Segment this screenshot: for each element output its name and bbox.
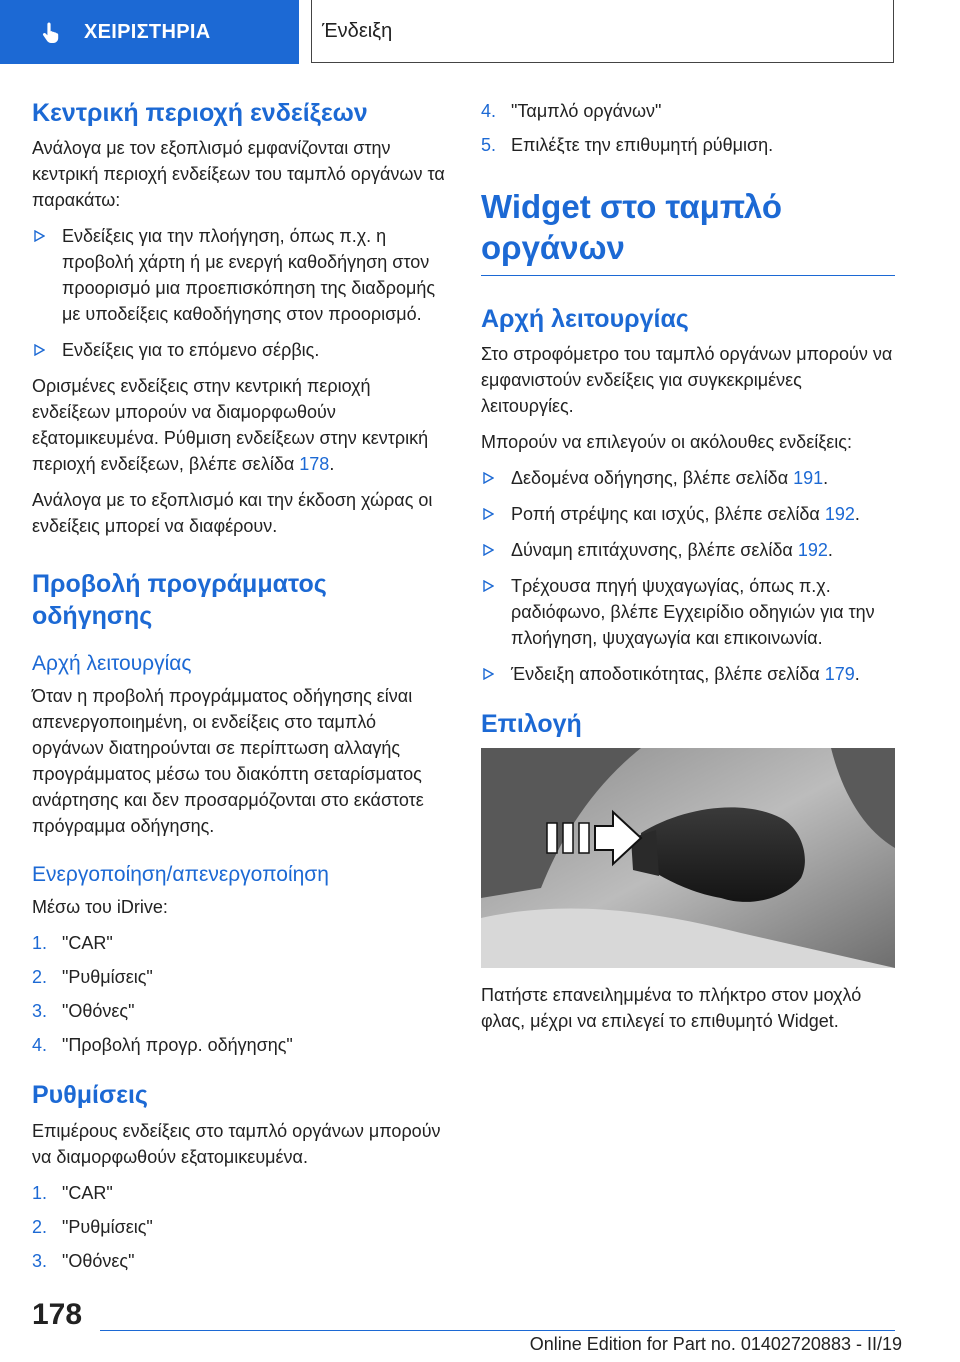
triangle-bullet-icon bbox=[483, 668, 494, 680]
paragraph-idrive: Μέσω του iDrive: bbox=[32, 897, 168, 918]
turn-signal-stalk-image bbox=[481, 748, 895, 968]
paragraph-principle: Στο στροφόμετρο του ταμπλό οργάνων μπορούν να εμφανιστούν ενδείξεις για συγκεκριμένες λειτουργίες. bbox=[481, 343, 893, 416]
footer-rule bbox=[100, 1330, 895, 1331]
footer-edition: Online Edition for Part no. 01402720883 - II/19 bbox=[529, 1334, 902, 1354]
left-column bbox=[32, 98, 450, 1284]
list-item: 3. "Οθόνες" bbox=[32, 1001, 135, 1022]
list-item: Ενδείξεις για το επόμενο σέρβις. bbox=[32, 337, 450, 363]
heading-drive-principle: Αρχή λειτουργίας bbox=[32, 651, 192, 675]
heading-settings: Ρυθμίσεις bbox=[32, 1081, 148, 1110]
triangle-bullet-icon bbox=[483, 580, 494, 592]
heading-widget: Widget στο ταμπλό οργάνων bbox=[481, 188, 782, 267]
section-title: Ένδειξη bbox=[322, 19, 393, 42]
header-tab-label: ΧΕΙΡΙΣΤΗΡΙΑ bbox=[84, 20, 211, 43]
paragraph-central-config: Ορισμένες ενδείξεις στην κεντρική περιοχή ενδείξεων μπορούν να διαμορφωθούν εξατομικευμένα. Ρύθμιση ενδείξεων στην κεντρική περιοχή ενδείξεων, βλέπε σελίδα 178. bbox=[32, 376, 429, 475]
list-item: 4. "Ταμπλό οργάνων" bbox=[481, 101, 662, 121]
header-tab[interactable] bbox=[0, 0, 299, 64]
heading-rule bbox=[481, 275, 895, 276]
triangle-bullet-icon bbox=[34, 344, 45, 356]
list-widget bbox=[481, 465, 895, 687]
list-item: Δεδομένα οδήγησης, βλέπε σελίδα 191. bbox=[481, 465, 895, 491]
triangle-bullet-icon bbox=[483, 508, 494, 520]
list-item: Τρέχουσα πηγή ψυχαγωγίας, όπως π.χ. ραδιόφωνο, βλέπε Εγχειρίδιο οδηγιών για την πλοήγηση, ψυχαγωγία και επικοινωνία. bbox=[481, 573, 895, 651]
triangle-bullet-icon bbox=[483, 472, 494, 484]
steps-activate bbox=[32, 930, 450, 1058]
list-item: Ένδειξη αποδοτικότητας, βλέπε σελίδα 179. bbox=[481, 661, 895, 687]
list-item: 2. "Ρυθμίσεις" bbox=[32, 967, 153, 988]
heading-central-area: Κεντρική περιοχή ενδείξεων bbox=[32, 99, 368, 127]
list-item: Ροπή στρέψης και ισχύς, βλέπε σελίδα 192. bbox=[481, 501, 895, 527]
steps-continued bbox=[481, 98, 895, 158]
heading-principle: Αρχή λειτουργίας bbox=[481, 304, 689, 333]
list-item: Δύναμη επιτάχυνσης, βλέπε σελίδα 192. bbox=[481, 537, 895, 563]
hand-pointer-icon bbox=[40, 20, 64, 44]
right-column bbox=[481, 98, 895, 1044]
page-link-192[interactable]: 192 bbox=[824, 503, 855, 524]
list-item: Ενδείξεις για την πλοήγηση, όπως π.χ. η προβολή χάρτη ή με ενεργή καθοδήγηση στον προορισμό μια προεπισκόπηση της διαδρομής με υποδείξεις καθοδήγησης στον προορισμό. bbox=[32, 223, 450, 327]
list-item: 1. "CAR" bbox=[32, 1182, 113, 1203]
triangle-bullet-icon bbox=[34, 230, 45, 242]
heading-activate: Ενεργοποίηση/απενεργοποίηση bbox=[32, 863, 329, 887]
paragraph-settings: Επιμέρους ενδείξεις στο ταμπλό οργάνων μπορούν να διαμορφωθούν εξατομικευμένα. bbox=[32, 1120, 441, 1167]
list-item: 1. "CAR" bbox=[32, 933, 113, 954]
list-item: 2. "Ρυθμίσεις" bbox=[32, 1216, 153, 1237]
page-link-192[interactable]: 192 bbox=[797, 539, 828, 560]
triangle-bullet-icon bbox=[483, 544, 494, 556]
heading-drive-program: Προβολή προγράμματος οδήγησης bbox=[32, 570, 327, 630]
list-central bbox=[32, 223, 450, 363]
heading-selection: Επιλογή bbox=[481, 709, 582, 738]
page-link-179[interactable]: 179 bbox=[824, 663, 855, 684]
page-link-191[interactable]: 191 bbox=[793, 467, 824, 488]
list-item: 3. "Οθόνες" bbox=[32, 1250, 135, 1271]
paragraph-press: Πατήστε επανειλημμένα το πλήκτρο στον μοχλό φλας, μέχρι να επιλεγεί το επιθυμητό Widget. bbox=[481, 985, 862, 1031]
page-link-178[interactable]: 178 bbox=[299, 454, 330, 475]
paragraph-central-variance: Ανάλογα με το εξοπλισμό και την έκδοση χώρας οι ενδείξεις μπορεί να διαφέρουν. bbox=[32, 490, 433, 537]
steps-settings bbox=[32, 1180, 450, 1274]
page-number: 178 bbox=[32, 1298, 83, 1331]
list-item: 4. "Προβολή προγρ. οδήγησης" bbox=[32, 1035, 293, 1056]
list-item: 5. Επιλέξτε την επιθυμητή ρύθμιση. bbox=[481, 135, 774, 155]
paragraph-select: Μπορούν να επιλεγούν οι ακόλουθες ενδείξεις: bbox=[481, 431, 852, 452]
paragraph-central-intro: Ανάλογα με τον εξοπλισμό εμφανίζονται στην κεντρική περιοχή ενδείξεων του ταμπλό οργάνων τα παρακάτω: bbox=[32, 138, 445, 211]
paragraph-drive: Όταν η προβολή προγράμματος οδήγησης είναι απενεργοποιημένη, οι ενδείξεις στο ταμπλό οργάνων διατηρούνται σε περίπτωση αλλαγής προγράμματος μέσω του διακόπτη σεταρίσματος ανάρτησης και δεν προσαρμόζονται στο εκάστοτε πρόγραμμα οδήγησης. bbox=[32, 686, 424, 837]
section-title-box bbox=[311, 0, 894, 63]
